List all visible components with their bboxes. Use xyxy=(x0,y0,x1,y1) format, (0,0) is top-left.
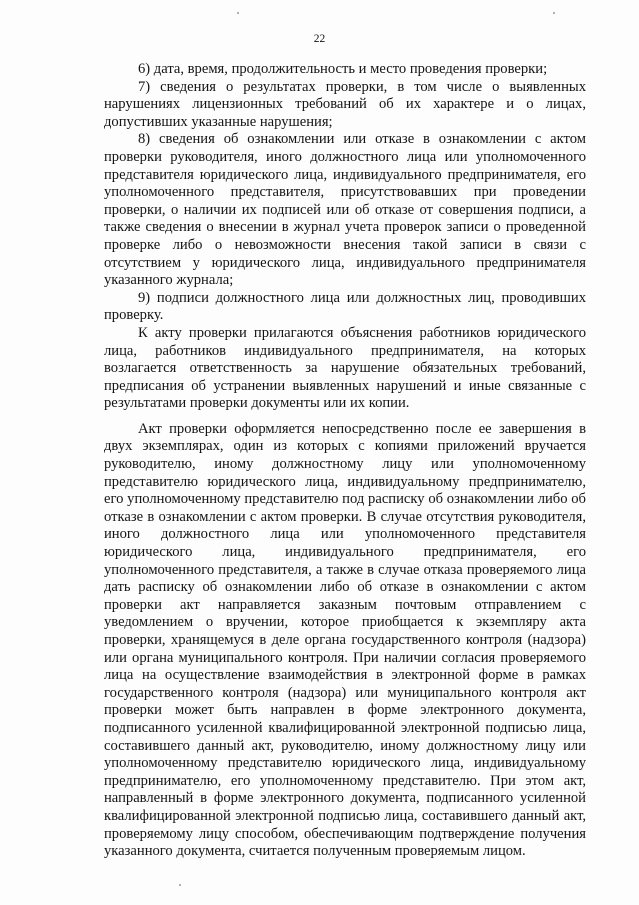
paragraph-act-delivery: Акт проверки оформляется непосредственно после ее завершения в двух экземплярах, один из которых с копиями приложений вручается руководителю, иному должностному лицу или уполномоченному представителю юридического лица, индивидуальному предпринимателю, его уполномоченному представителю под расписку об ознакомлении либо об отказе в ознакомлении с актом проверки. В случае отсутствия руководителя, иного должностного лица или уполномоченного представителя юридического лица, индивидуального предпринимателя, его уполномоченного представителя, а также в случае отказа проверяемого лица дать расписку об ознакомлении либо об отказе в ознакомлении с актом проверки акт направляется заказным почтовым отправлением с уведомлением о вручении, которое приобщается к экземпляру акта проверки, хранящемуся в деле органа государственного контроля (надзора) или органа муниципального контроля. При наличии согласия проверяемого лица на осуществление взаимодействия в электронной форме в рамках государственного контроля (надзора) или муниципального контроля акт проверки может быть направлен в форме электронного документа, подписанного усиленной квалифицированной электронной подписью лица, составившего данный акт, руководителю, иному должностному лицу или уполномоченному представителю юридического лица, индивидуальному предпринимателю, его уполномоченному представителю. При этом акт, направленный в форме электронного документа, подписанного усиленной квалифицированной электронной подписью лица, составившего данный акт, проверяемому лицу способом, обеспечивающим подтверждение получения указанного документа, считается полученным проверяемым лицом. xyxy=(104,420,586,860)
paragraph-attachments: К акту проверки прилагаются объяснения работников юридического лица, работников индивидуального предпринимателя, на которых возлагается ответственность за нарушение обязательных требований, предписания об устранении выявленных нарушений и иные связанные с результатами проверки документы или их копии. xyxy=(104,324,586,412)
paragraph-item-8: 8) сведения об ознакомлении или отказе в ознакомлении с актом проверки руководителя, иного должностного лица или уполномоченного представителя юридического лица, индивидуального предпринимателя, его уполномоченного представителя, присутствовавших при проведении проверки, о наличии их подписей или об отказе от совершения подписи, а также сведения о внесении в журнал учета проверок записи о проведенной проверке либо о невозможности внесения такой записи в связи с отсутствием у юридического лица, индивидуального предпринимателя указанного журнала; xyxy=(104,131,586,289)
document-body xyxy=(104,61,586,861)
paragraph-item-6: 6) дата, время, продолжительность и место проведения проверки; xyxy=(138,61,548,77)
scan-speck xyxy=(179,884,181,886)
scan-speck xyxy=(237,12,239,14)
page-number: 22 xyxy=(313,33,326,45)
paragraph-item-9: 9) подписи должностного лица или должностных лиц, проводивших проверку. xyxy=(104,289,586,324)
scan-speck xyxy=(553,12,555,14)
paragraph-item-7: 7) сведения о результатах проверки, в том числе о выявленных нарушениях лицензионных требований об их характере и о лицах, допустивших указанные нарушения; xyxy=(104,78,586,130)
